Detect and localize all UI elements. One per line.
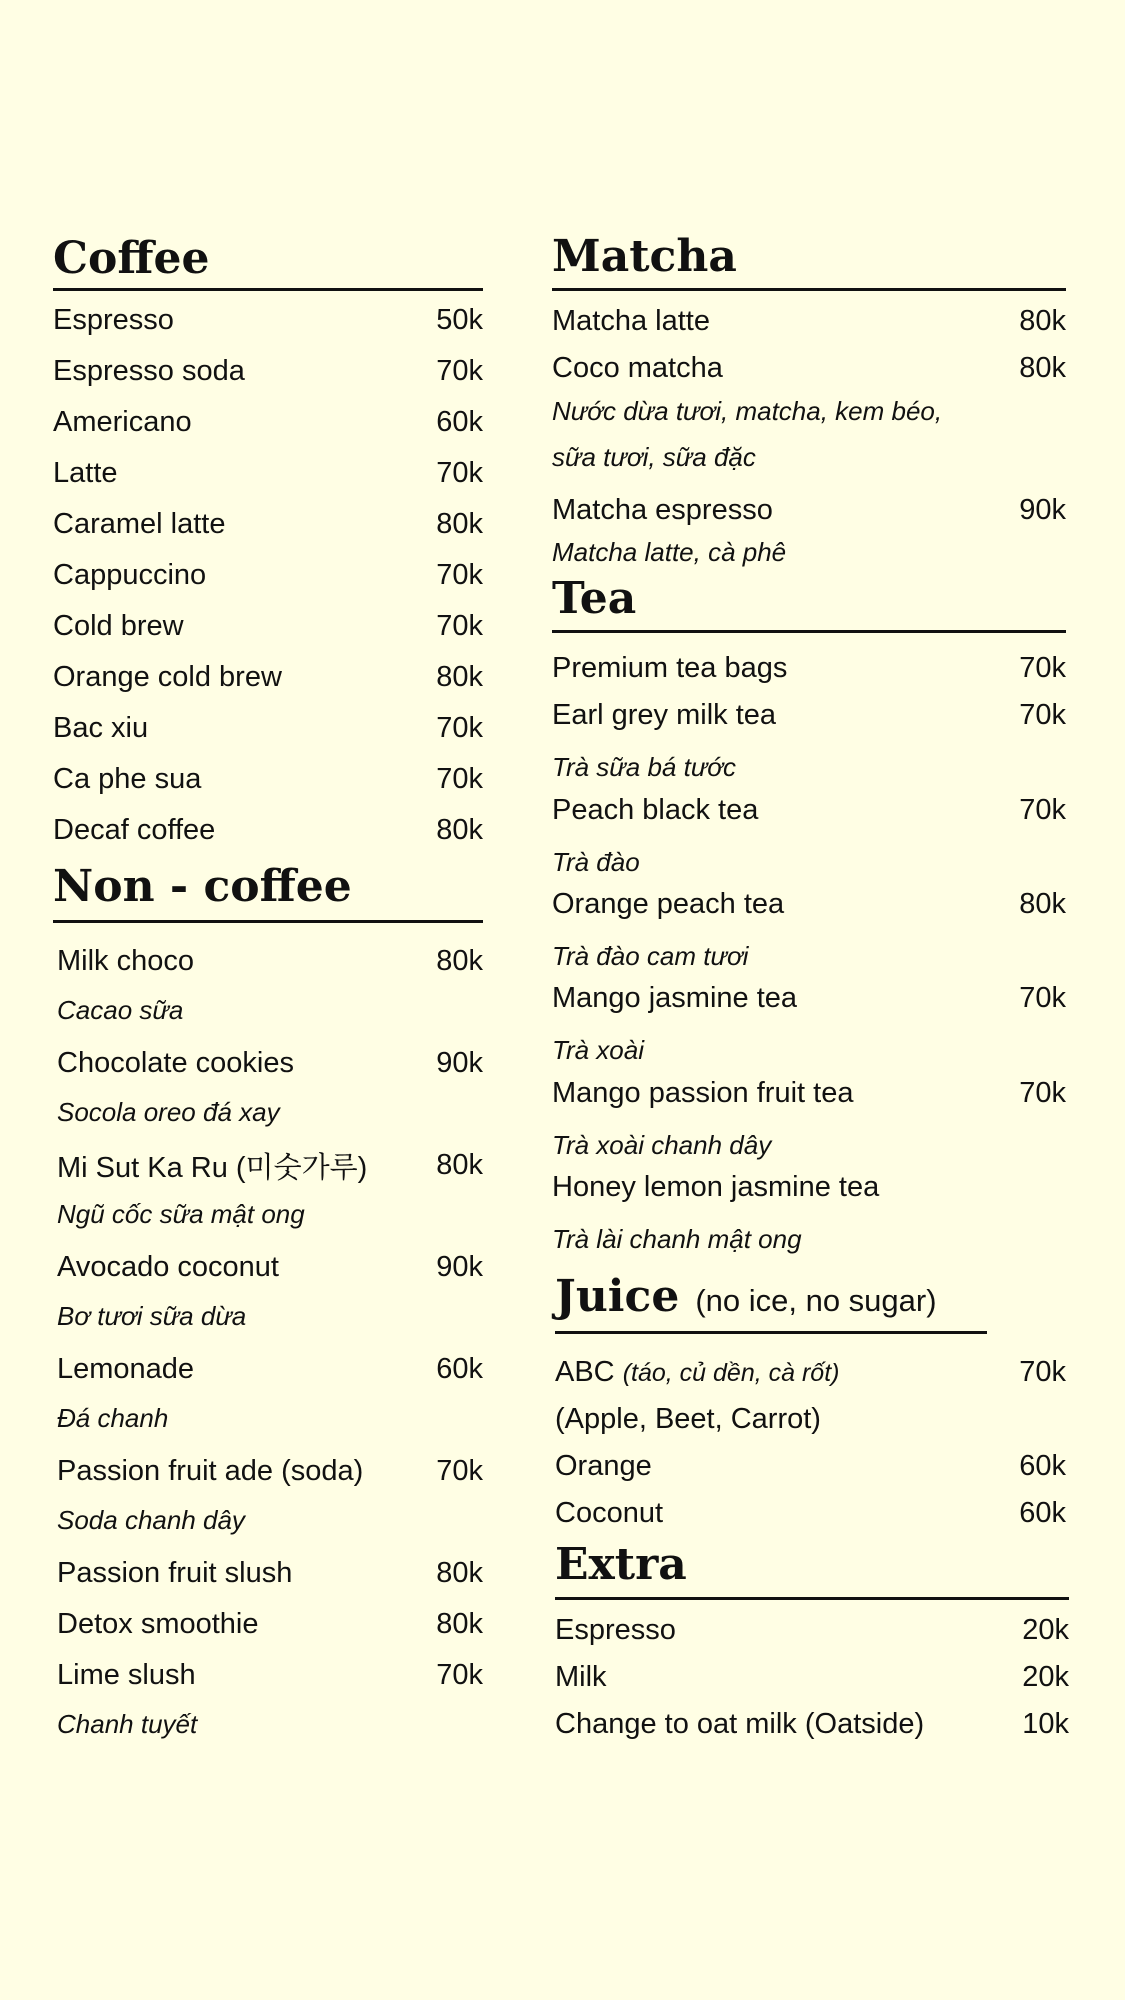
item-name: Latte: [53, 456, 118, 489]
item-price: 80k: [436, 507, 483, 540]
menu-item: [57, 1043, 483, 1083]
item-description: sữa tươi, sữa đặc: [552, 442, 756, 472]
menu-item: [552, 695, 1066, 735]
menu-item: [53, 708, 483, 748]
item-price: 70k: [1019, 981, 1066, 1014]
item-price: 70k: [1019, 651, 1066, 684]
item-name: Passion fruit slush: [57, 1556, 293, 1589]
menu-item: [57, 1451, 483, 1491]
item-price: 10k: [1022, 1707, 1069, 1740]
item-price: 50k: [436, 303, 483, 336]
item-description: Bơ tươi sữa dừa: [57, 1301, 247, 1331]
menu-item: [555, 1657, 1069, 1697]
item-name: Orange: [555, 1449, 652, 1482]
menu-item: [53, 555, 483, 595]
item-description: Đá chanh: [57, 1403, 169, 1433]
item-description: Trà sữa bá tước: [552, 752, 737, 782]
item-description: Trà xoài chanh dây: [552, 1130, 772, 1160]
tea-divider: [552, 630, 1066, 633]
item-name: Cappuccino: [53, 558, 207, 591]
item-price: 20k: [1022, 1660, 1069, 1693]
item-description: Cacao sữa: [57, 995, 184, 1025]
item-description: Trà đào cam tươi: [552, 941, 749, 971]
menu-item: [555, 1446, 1066, 1486]
item-price: 80k: [1019, 887, 1066, 920]
item-name: Milk: [555, 1660, 607, 1693]
item-name: Decaf coffee: [53, 813, 216, 846]
item-subtitle: (táo, củ dền, cà rốt): [622, 1358, 840, 1387]
item-name: Lime slush: [57, 1658, 196, 1691]
juice-heading: [555, 1272, 937, 1326]
item-name: Matcha espresso: [552, 493, 773, 526]
item-description: Trà đào: [552, 847, 640, 877]
item-description: Socola oreo đá xay: [57, 1097, 280, 1127]
menu-item: [53, 351, 483, 391]
menu-item: [552, 884, 1066, 924]
menu-item: [53, 759, 483, 799]
coffee-heading: Coffee: [53, 233, 210, 284]
menu-item: [57, 1247, 483, 1287]
item-price: 80k: [436, 1556, 483, 1589]
item-description: Matcha latte, cà phê: [552, 537, 787, 567]
menu-item: [57, 1349, 483, 1389]
item-name: Cold brew: [53, 609, 184, 642]
item-name: Orange peach tea: [552, 887, 785, 920]
menu-item: [552, 301, 1066, 341]
item-price: 70k: [436, 762, 483, 795]
item-price: 80k: [436, 660, 483, 693]
item-price: 70k: [1019, 1355, 1066, 1388]
menu-item: [552, 348, 1066, 388]
menu-item: [57, 1553, 483, 1593]
item-name: Coco matcha: [552, 351, 723, 384]
item-price: 20k: [1022, 1613, 1069, 1646]
juice-title: Juice: [555, 1271, 680, 1322]
menu-item: [53, 300, 483, 340]
menu-item: [53, 810, 483, 850]
item-name: Change to oat milk (Oatside): [555, 1707, 925, 1740]
item-price: 80k: [436, 1148, 483, 1181]
item-description: Trà lài chanh mật ong: [552, 1224, 802, 1254]
extra-heading: Extra: [555, 1539, 687, 1590]
menu-item-line2: [555, 1399, 1066, 1439]
item-price: 60k: [1019, 1449, 1066, 1482]
item-price: 80k: [1019, 351, 1066, 384]
item-name: Avocado coconut: [57, 1250, 279, 1283]
item-price: 60k: [1019, 1496, 1066, 1529]
item-name: Espresso: [555, 1613, 676, 1646]
menu-item: [53, 504, 483, 544]
menu-item: [57, 1604, 483, 1644]
item-description: Soda chanh dây: [57, 1505, 245, 1535]
menu-item: [552, 1167, 1066, 1207]
item-name: Lemonade: [57, 1352, 195, 1385]
menu-item: [57, 1145, 483, 1185]
coffee-divider: [53, 288, 483, 291]
item-name: Ca phe sua: [53, 762, 202, 795]
item-name: Mango passion fruit tea: [552, 1076, 854, 1109]
item-name: Premium tea bags: [552, 651, 788, 684]
menu-item: [552, 790, 1066, 830]
juice-note: (no ice, no sugar): [695, 1283, 937, 1318]
item-name: Espresso: [53, 303, 174, 336]
matcha-divider: [552, 288, 1066, 291]
menu-item: [57, 1655, 483, 1695]
menu-item: [53, 402, 483, 442]
item-name: Earl grey milk tea: [552, 698, 777, 731]
item-price: 90k: [1019, 493, 1066, 526]
item-price: 60k: [436, 405, 483, 438]
item-name: ABC: [555, 1355, 615, 1388]
matcha-heading: Matcha: [552, 231, 737, 282]
menu-item: [53, 657, 483, 697]
item-price: 70k: [1019, 1076, 1066, 1109]
menu-item: [53, 606, 483, 646]
item-price: 80k: [436, 944, 483, 977]
item-name: Orange cold brew: [53, 660, 282, 693]
extra-divider: [555, 1597, 1069, 1600]
item-description: Chanh tuyết: [57, 1709, 198, 1739]
item-price: 90k: [436, 1046, 483, 1079]
item-name: Detox smoothie: [57, 1607, 259, 1640]
menu-item: [552, 978, 1066, 1018]
item-price: 70k: [436, 456, 483, 489]
item-name: Chocolate cookies: [57, 1046, 294, 1079]
tea-heading: Tea: [552, 573, 637, 624]
item-name-translation: (Apple, Beet, Carrot): [555, 1402, 821, 1435]
non-coffee-divider: [53, 920, 483, 923]
item-name: Caramel latte: [53, 507, 226, 540]
juice-divider: [555, 1331, 987, 1334]
menu-item: [552, 648, 1066, 688]
item-name-group: [555, 1356, 839, 1389]
item-price: 70k: [436, 1454, 483, 1487]
item-price: 90k: [436, 1250, 483, 1283]
menu-item: [552, 1073, 1066, 1113]
menu-item: [552, 490, 1066, 530]
item-name: Americano: [53, 405, 192, 438]
item-price: 70k: [436, 609, 483, 642]
item-price: 80k: [1019, 304, 1066, 337]
item-price: 70k: [436, 558, 483, 591]
item-price: 70k: [1019, 698, 1066, 731]
item-name: Mi Sut Ka Ru (미숫가루): [57, 1151, 368, 1184]
menu-item: [555, 1704, 1069, 1744]
menu-item: [53, 453, 483, 493]
non-coffee-heading: Non - coffee: [53, 861, 352, 912]
item-name: Espresso soda: [53, 354, 245, 387]
menu-item: [555, 1493, 1066, 1533]
item-name: Bac xiu: [53, 711, 149, 744]
item-name: Coconut: [555, 1496, 664, 1529]
item-name: Honey lemon jasmine tea: [552, 1170, 880, 1203]
item-description: Nước dừa tươi, matcha, kem béo,: [552, 396, 943, 426]
menu-item: [555, 1352, 1066, 1392]
item-description: Ngũ cốc sữa mật ong: [57, 1199, 305, 1229]
item-name: Mango jasmine tea: [552, 981, 798, 1014]
item-price: 80k: [436, 813, 483, 846]
item-description: Trà xoài: [552, 1035, 644, 1065]
item-name: Peach black tea: [552, 793, 759, 826]
item-price: 80k: [436, 1607, 483, 1640]
item-price: 70k: [1019, 793, 1066, 826]
item-price: 60k: [436, 1352, 483, 1385]
menu-item: [57, 941, 483, 981]
item-name: Milk choco: [57, 944, 194, 977]
item-name: Matcha latte: [552, 304, 710, 337]
menu-item: [555, 1610, 1069, 1650]
item-price: 70k: [436, 711, 483, 744]
item-name: Passion fruit ade (soda): [57, 1454, 364, 1487]
item-price: 70k: [436, 354, 483, 387]
item-price: 70k: [436, 1658, 483, 1691]
